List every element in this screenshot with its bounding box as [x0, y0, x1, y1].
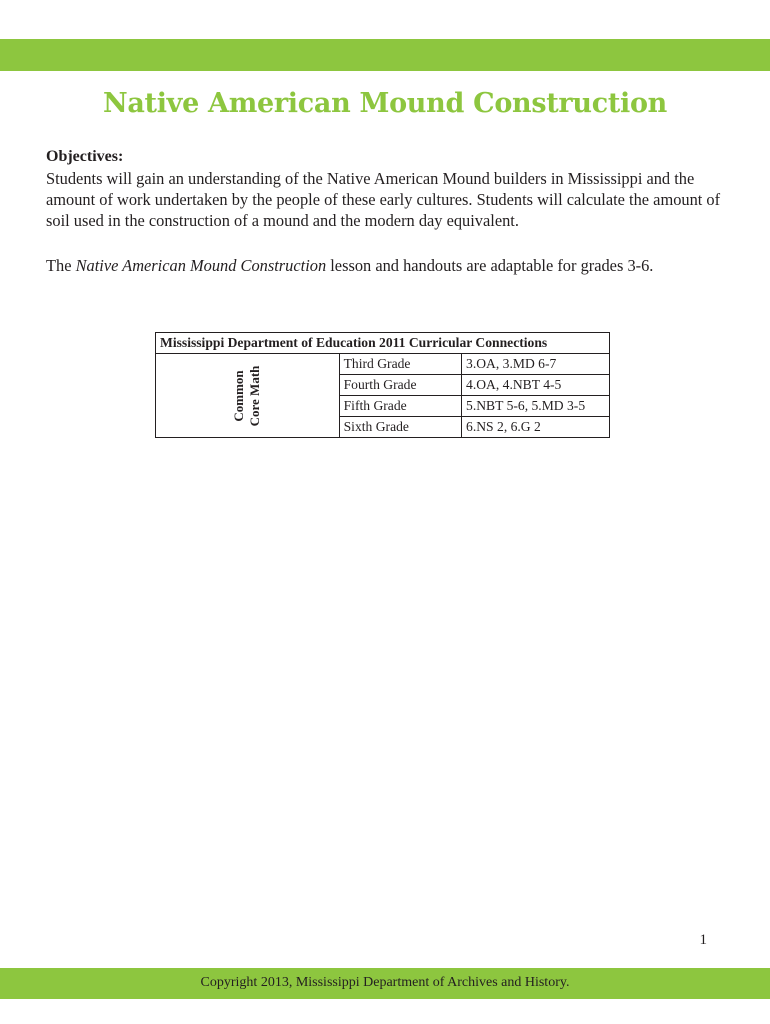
subject-label [231, 365, 263, 426]
table-row [156, 354, 610, 375]
objectives-heading: Objectives: [46, 148, 124, 165]
grade-cell: Fourth Grade [339, 375, 461, 396]
subject-label-line1: Common [231, 369, 247, 422]
page-title: Native American Mound Construction [102, 88, 667, 119]
table-header-row [156, 333, 610, 354]
adaptable-grades-note [46, 255, 736, 276]
grade-cell: Fifth Grade [339, 396, 461, 417]
standards-cell: 4.OA, 4.NBT 4-5 [462, 375, 610, 396]
standards-cell: 6.NS 2, 6.G 2 [462, 417, 610, 438]
page-number: 1 [699, 932, 707, 948]
curricular-connections-table [155, 332, 610, 438]
adaptable-suffix: lesson and handouts are adaptable for grades 3-6. [326, 256, 654, 275]
top-header-band [0, 39, 770, 71]
subject-cell [156, 354, 340, 438]
adaptable-prefix: The [46, 256, 76, 275]
standards-cell: 3.OA, 3.MD 6-7 [462, 354, 610, 375]
standards-cell: 5.NBT 5-6, 5.MD 3-5 [462, 396, 610, 417]
grade-cell: Third Grade [339, 354, 461, 375]
subject-label-line2: Core Math [247, 365, 263, 426]
copyright-notice: Copyright 2013, Mississippi Department of Archives and History. [200, 975, 570, 990]
lesson-name: Native American Mound Construction [75, 256, 327, 275]
grade-cell: Sixth Grade [339, 417, 461, 438]
objectives-text: Students will gain an understanding of the Native American Mound builders in Mississippi and the amount of work undertaken by the people of these early cultures. Students will calculate the amount of soil used in the construction of a mound and the modern day equivalent. [46, 169, 721, 230]
table-header: Mississippi Department of Education 2011 Curricular Connections [156, 333, 610, 354]
